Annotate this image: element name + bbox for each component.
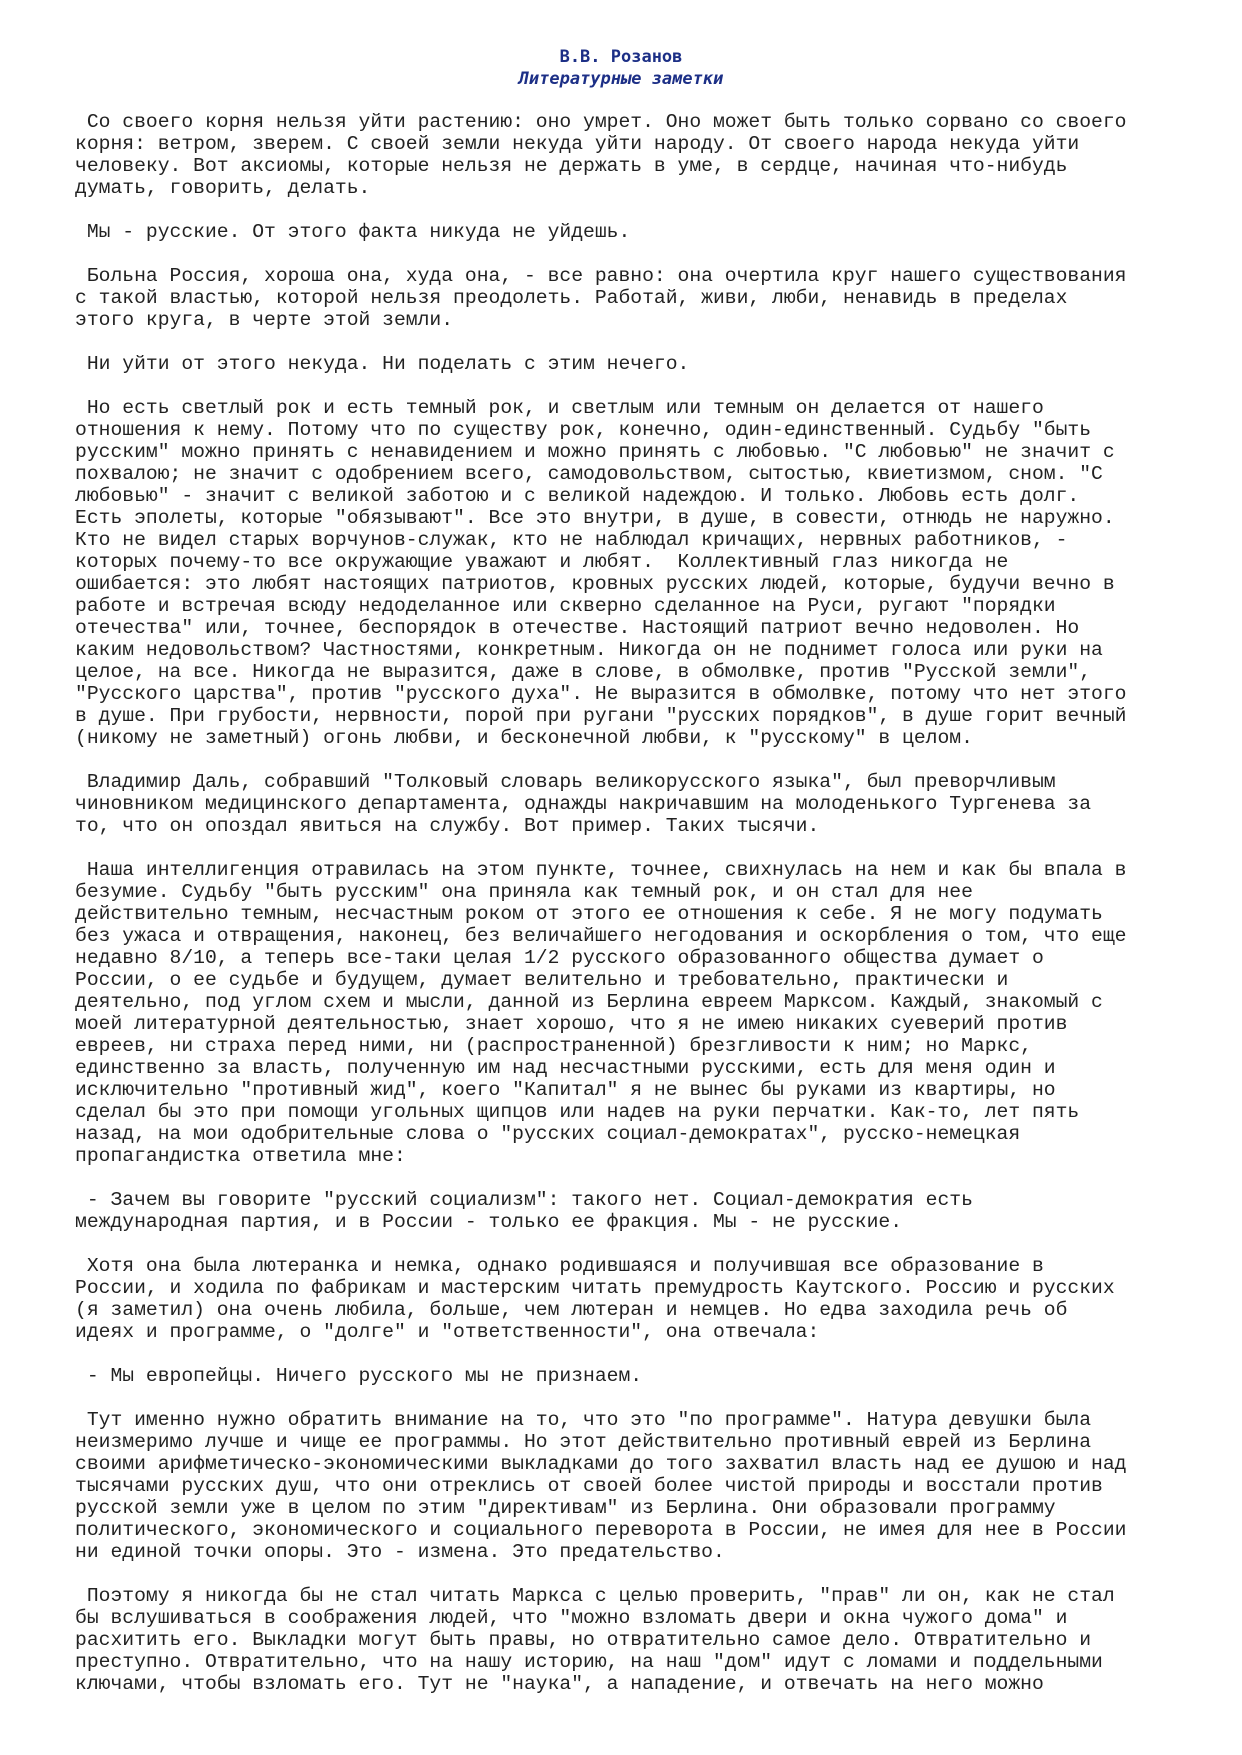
text-line: Ни уйти от этого некуда. Ни поделать с этим нечего. [75, 353, 690, 375]
text-line: безумие. Судьбу "быть русским" она приняла как темный рок, и он стал для нее [75, 881, 973, 903]
text-line: (я заметил) она очень любила, больше, чем лютеран и немцев. Но едва заходила речь об [75, 1299, 1068, 1321]
text-line: Хотя она была лютеранка и немка, однако родившаяся и получившая все образование в [75, 1255, 1044, 1277]
text-line: Больна Россия, хороша она, худа она, - все равно: она очертила круг нашего существования [75, 265, 1127, 287]
text-line: с такой властью, которой нельзя преодолеть. Работай, живи, люби, ненавидь в пределах [75, 287, 1068, 309]
text-line: чиновником медицинского департамента, однажды накричавшим на молоденького Тургенева за [75, 793, 1092, 815]
text-line: моей литературной деятельностью, знает хорошо, что я не имею никаких суеверий против [75, 1013, 1068, 1035]
paragraph [75, 1255, 1195, 1343]
paragraph [75, 1585, 1195, 1695]
paragraph [75, 397, 1195, 749]
text-line: бы вслушиваться в соображения людей, что "можно взломать двери и окна чужого дома" и [75, 1607, 1068, 1629]
paragraph [75, 111, 1195, 199]
document-header [0, 46, 1242, 90]
text-line: действительно темным, несчастным роком от этого ее отношения к себе. Я не могу подумать [75, 903, 1103, 925]
paragraph [75, 265, 1195, 331]
text-line: каким недовольством? Частностями, конкретным. Никогда он не поднимет голоса или руки на [75, 639, 1103, 661]
text-line: международная партия, и в России - только ее фракция. Мы - не русские. [75, 1211, 903, 1233]
text-line: пропагандистка ответила мне: [75, 1145, 406, 1167]
text-line: политического, экономического и социального переворота в России, не имея для нее в России [75, 1519, 1127, 1541]
text-line: единственно за власть, полученную им над несчастными русскими, есть для меня один и [75, 1057, 1056, 1079]
text-line: человеку. Вот аксиомы, которые нельзя не держать в уме, в сердце, начиная что-нибудь [75, 155, 1068, 177]
text-line: Поэтому я никогда бы не стал читать Маркса с целью проверить, "прав" ли он, как не стал [75, 1585, 1115, 1607]
text-line: целое, на все. Никогда не выразится, даже в слове, в обмолвке, против "Русской земли", [75, 661, 1092, 683]
text-line: России, о ее судьбе и будущем, думает велительно и требовательно, практически и [75, 969, 1009, 991]
text-line: своими арифметическо-экономическими выкладками до того захватил власть над ее душою и над [75, 1453, 1127, 1475]
text-line: корня: ветром, зверем. С своей земли некуда уйти народу. От своего народа некуда уйти [75, 133, 1080, 155]
text-line: России, и ходила по фабрикам и мастерским читать премудрость Каутского. Россию и русских [75, 1277, 1115, 1299]
paragraph [75, 771, 1195, 837]
text-line: то, что он опоздал явиться на службу. Вот пример. Таких тысячи. [75, 815, 820, 837]
text-line: думать, говорить, делать. [75, 177, 371, 199]
text-line: исключительно "противный жид", коего "Капитал" я не вынес бы руками из квартиры, но [75, 1079, 1056, 1101]
text-line: (никому не заметный) огонь любви, и бесконечной любви, к "русскому" в целом. [75, 727, 973, 749]
text-line: русской земли уже в целом по этим "директивам" из Берлина. Они образовали программу [75, 1497, 1056, 1519]
text-line: преступно. Отвратительно, что на нашу историю, на наш "дом" идут с ломами и поддельными [75, 1651, 1103, 1673]
text-line: отношения к нему. Потому что по существу рок, конечно, один-единственный. Судьбу "быть [75, 419, 1092, 441]
text-line: русским" можно принять с ненавидением и можно принять с любовью. "С любовью" не значит с [75, 441, 1115, 463]
text-line: "Русского царства", против "русского духа". Не выразится в обмолвке, потому что нет этого [75, 683, 1127, 705]
text-line: - Зачем вы говорите "русский социализм": такого нет. Социал-демократия есть [75, 1189, 973, 1211]
paragraph [75, 1365, 1195, 1387]
text-line: сделал бы это при помощи угольных щипцов или надев на руки перчатки. Как-то, лет пять [75, 1101, 1080, 1123]
text-line: Наша интеллигенция отравилась на этом пункте, точнее, свихнулась на нем и как бы впала в [75, 859, 1127, 881]
text-line: назад, на мои одобрительные слова о "русских социал-демократах", русско-немецкая [75, 1123, 1021, 1145]
text-line: деятельно, под углом схем и мысли, данной из Берлина евреем Марксом. Каждый, знакомый с [75, 991, 1103, 1013]
text-line: любовью" - значит с великой заботою и с великой надеждою. И только. Любовь есть долг. [75, 485, 1080, 507]
text-line: Есть эполеты, которые "обязывают". Все это внутри, в душе, в совести, отнюдь не наружно. [75, 507, 1115, 529]
text-line: в душе. При грубости, нервности, порой при ругани "русских порядков", в душе горит вечный [75, 705, 1127, 727]
paragraph [75, 353, 1195, 375]
document-title: Литературные заметки [518, 69, 724, 89]
text-line: евреев, ни страха перед ними, ни (распространенной) брезгливости к ним; но Маркс, [75, 1035, 1032, 1057]
text-line: неизмеримо лучше и чище ее программы. Но этот действительно противный еврей из Берлина [75, 1431, 1092, 1453]
paragraph [75, 1189, 1195, 1233]
text-line: без ужаса и отвращения, наконец, без величайшего негодования и оскорбления о том, что еще [75, 925, 1127, 947]
text-line: - Мы европейцы. Ничего русского мы не признаем. [75, 1365, 643, 1387]
text-line: ни единой точки опоры. Это - измена. Это предательство. [75, 1541, 725, 1563]
text-line: которых почему-то все окружающие уважают и любят. Коллективный глаз никогда не [75, 551, 1009, 573]
text-line: Тут именно нужно обратить внимание на то, что это "по программе". Натура девушки была [75, 1409, 1092, 1431]
text-line: недавно 8/10, а теперь все-таки целая 1/2 русского образованного общества думает о [75, 947, 1044, 969]
text-line: ключами, чтобы взломать его. Тут не "наука", а нападение, и отвечать на него можно [75, 1673, 1044, 1695]
text-line: Мы - русские. От этого факта никуда не уйдешь. [75, 221, 631, 243]
text-line: тысячами русских душ, что они отреклись от своей более чистой природы и восстали против [75, 1475, 1103, 1497]
document-body [75, 111, 1195, 1717]
text-line: Но есть светлый рок и есть темный рок, и светлым или темным он делается от нашего [75, 397, 1044, 419]
text-line: Владимир Даль, собравший "Толковый словарь великорусского языка", был преворчливым [75, 771, 1056, 793]
text-line: ошибается: это любят настоящих патриотов, кровных русских людей, которые, будучи вечно в [75, 573, 1115, 595]
text-line: Кто не видел старых ворчунов-служак, кто не наблюдал кричащих, нервных работников, - [75, 529, 1068, 551]
text-line: расхитить его. Выкладки могут быть правы, но отвратительно самое дело. Отвратительно и [75, 1629, 1092, 1651]
paragraph [75, 221, 1195, 243]
text-line: этого круга, в черте этой земли. [75, 309, 454, 331]
text-line: Со своего корня нельзя уйти растению: оно умрет. Оно может быть только сорвано со своего [75, 111, 1127, 133]
text-line: идеях и программе, о "долге" и "ответственности", она отвечала: [75, 1321, 820, 1343]
paragraph [75, 859, 1195, 1167]
author-name: В.В. Розанов [559, 47, 683, 67]
text-line: работе и встречая всюду недоделанное или скверно сделанное на Руси, ругают "порядки [75, 595, 1056, 617]
paragraph [75, 1409, 1195, 1563]
text-line: отечества" или, точнее, беспорядок в отечестве. Настоящий патриот вечно недоволен. Но [75, 617, 1080, 639]
text-line: похвалою; не значит с одобрением всего, самодовольством, сытостью, квиетизмом, сном. "С [75, 463, 1103, 485]
